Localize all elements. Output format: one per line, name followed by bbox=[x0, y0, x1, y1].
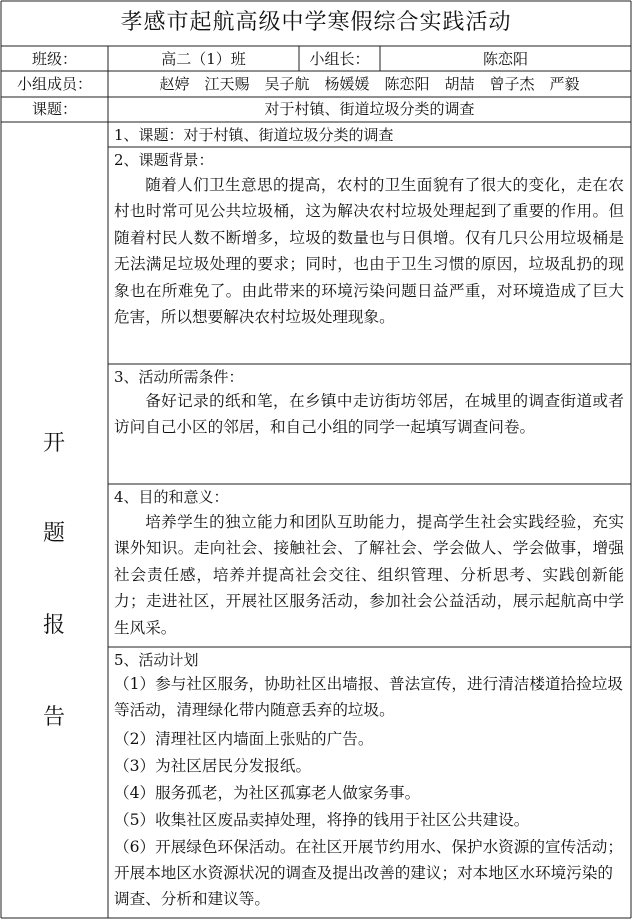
members-value: 赵婷 江天赐 吴子航 杨媛媛 陈恋阳 胡喆 曾子杰 严毅 bbox=[159, 75, 580, 93]
section-4-text: 培养学生的独立能力和团队互助能力，提高学生社会实践经验，充实课外知识。走向社会、接触社会、了解社会、学会做人、学会做事，增强社会责任感，培养并提高社会交往、组织管理、分析思考、实践创新能力；走进社区，开展社区服务活动，参加社会公益活动，展示起航高中学生风采。 bbox=[114, 513, 624, 637]
section-3-text: 备好记录的纸和笔，在乡镇中走访街坊邻居，在城里的调查街道或者访问自己小区的邻居，和自己小组的同学一起填写调查问卷。 bbox=[114, 392, 624, 437]
members-label: 小组成员： bbox=[16, 75, 92, 93]
side-label-char-2: 题 bbox=[42, 521, 65, 546]
side-label-char-4: 告 bbox=[42, 705, 65, 730]
section-2-text: 随着人们卫生意思的提高，农村的卫生面貌有了很大的变化，走在农村也时常可见公共垃圾桶，这为解决农村垃圾处理起到了重要的作用。但随着村民人数不断增多，垃圾的数量也与日俱增。仅有几只公用垃圾桶是无法满足垃圾处理的要求；同时，也由于卫生习惯的原因，垃圾乱扔的现象也在所难免了。由此带来的环境污染问题日益严重，对环境造成了巨大危害，所以想要解决农村垃圾处理现象。 bbox=[114, 176, 624, 327]
class-value: 高二（1）班 bbox=[161, 50, 246, 68]
plan-item-1: （1）参与社区服务，协助社区出墙报、普法宣传，进行清洁楼道拾捡垃圾等活动，清理绿化带内随意丢弃的垃圾。 bbox=[114, 675, 623, 719]
section-2-heading: 2、课题背景： bbox=[114, 151, 214, 169]
plan-item-5: （5）收集社区废品卖掉处理，将挣的钱用于社区公共建设。 bbox=[114, 811, 530, 829]
side-label-char-1: 开 bbox=[42, 431, 65, 456]
plan-item-4: （4）服务孤老，为社区孤寡老人做家务事。 bbox=[114, 784, 421, 802]
topic-value: 对于村镇、街道垃圾分类的调查 bbox=[264, 100, 475, 118]
side-label-char-3: 报 bbox=[42, 613, 65, 638]
leader-value: 陈恋阳 bbox=[482, 50, 528, 68]
section-4-heading: 4、目的和意义： bbox=[114, 488, 229, 506]
section-1-heading: 1、课题：对于村镇、街道垃圾分类的调查 bbox=[114, 126, 394, 144]
section-3-heading: 3、活动所需条件： bbox=[114, 368, 244, 386]
topic-label: 课题： bbox=[31, 100, 77, 118]
plan-item-6: （6）开展绿色环保活动。在社区开展节约用水、保护水资源的宣传活动；开展本地区水资源状况的调查及提出改善的建议；对本地区水环境污染的调查、分析和建议等。 bbox=[114, 838, 623, 908]
leader-label: 小组长： bbox=[309, 50, 370, 68]
class-label: 班级： bbox=[31, 50, 77, 68]
plan-item-3: （3）为社区居民分发报纸。 bbox=[114, 757, 312, 775]
plan-item-2: （2）清理社区内墙面上张贴的广告。 bbox=[114, 730, 374, 748]
section-5-heading: 5、活动计划 bbox=[114, 651, 199, 669]
document-title: 孝感市起航高级中学寒假综合实践活动 bbox=[120, 10, 512, 35]
